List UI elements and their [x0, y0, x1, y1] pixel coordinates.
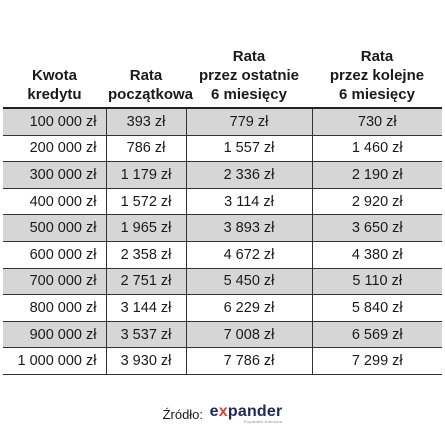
cell-initial-installment: 1 572 zł	[106, 188, 186, 215]
table-row	[3, 162, 442, 189]
cell-last-6-months: 6 229 zł	[186, 295, 312, 322]
cell-last-6-months: 779 zł	[186, 108, 312, 135]
loan-installments-table-wrapper	[3, 30, 442, 375]
cell-initial-installment: 1 179 zł	[106, 162, 186, 189]
header-line: 6 miesięcy	[339, 86, 415, 103]
source-attribution	[0, 405, 445, 424]
cell-loan-amount: 700 000 zł	[3, 268, 106, 295]
cell-loan-amount: 200 000 zł	[3, 135, 106, 162]
cell-loan-amount: 800 000 zł	[3, 295, 106, 322]
table-row	[3, 268, 442, 295]
cell-loan-amount: 1 000 000 zł	[3, 348, 106, 375]
cell-last-6-months: 2 336 zł	[186, 162, 312, 189]
cell-loan-amount: 500 000 zł	[3, 215, 106, 242]
cell-initial-installment: 3 537 zł	[106, 321, 186, 348]
logo-prefix: e	[209, 403, 219, 420]
table-body	[3, 108, 442, 374]
header-last-6-months-installment	[186, 30, 312, 108]
expander-logo-wordmark	[210, 403, 283, 420]
cell-next-6-months: 5 110 zł	[312, 268, 442, 295]
cell-next-6-months: 2 920 zł	[312, 188, 442, 215]
cell-initial-installment: 3 930 zł	[106, 348, 186, 375]
logo-x: x	[218, 403, 228, 420]
header-line: przez ostatnie	[198, 67, 300, 84]
loan-installments-table	[3, 30, 442, 375]
cell-loan-amount: 400 000 zł	[3, 188, 106, 215]
cell-initial-installment: 3 144 zł	[106, 295, 186, 322]
cell-last-6-months: 1 557 zł	[186, 135, 312, 162]
table-row	[3, 188, 442, 215]
table-row	[3, 241, 442, 268]
cell-next-6-months: 6 569 zł	[312, 321, 442, 348]
table-row	[3, 108, 442, 135]
cell-loan-amount: 600 000 zł	[3, 241, 106, 268]
cell-next-6-months: 4 380 zł	[312, 241, 442, 268]
cell-loan-amount: 100 000 zł	[3, 108, 106, 135]
header-initial-installment	[106, 30, 194, 108]
cell-loan-amount: 300 000 zł	[3, 162, 106, 189]
header-line: kredytu	[27, 86, 82, 103]
table-row	[3, 295, 442, 322]
table-row	[3, 321, 442, 348]
cell-next-6-months: 7 299 zł	[312, 348, 442, 375]
cell-next-6-months: 2 190 zł	[312, 162, 442, 189]
cell-initial-installment: 2 358 zł	[106, 241, 186, 268]
source-label: Źródło:	[162, 407, 204, 422]
table-row	[3, 135, 442, 162]
expander-logo-tagline: Expander Advisors	[243, 419, 283, 424]
table-header	[3, 30, 442, 108]
cell-next-6-months: 1 460 zł	[312, 135, 442, 162]
header-line: Kwota	[32, 67, 77, 84]
cell-next-6-months: 3 650 zł	[312, 215, 442, 242]
cell-initial-installment: 393 zł	[106, 108, 186, 135]
table-row	[3, 348, 442, 375]
cell-next-6-months: 5 840 zł	[312, 295, 442, 322]
cell-initial-installment: 786 zł	[106, 135, 186, 162]
header-next-6-months-installment	[312, 30, 442, 108]
cell-loan-amount: 900 000 zł	[3, 321, 106, 348]
cell-last-6-months: 4 672 zł	[186, 241, 312, 268]
cell-last-6-months: 5 450 zł	[186, 268, 312, 295]
cell-last-6-months: 7 008 zł	[186, 321, 312, 348]
logo-suffix: pander	[227, 403, 283, 420]
header-loan-amount	[3, 30, 106, 108]
cell-last-6-months: 7 786 zł	[186, 348, 312, 375]
header-line: Rata	[129, 67, 163, 84]
cell-last-6-months: 3 114 zł	[186, 188, 312, 215]
header-line: Rata	[232, 48, 266, 65]
header-line: Rata	[360, 48, 394, 65]
cell-initial-installment: 1 965 zł	[106, 215, 186, 242]
table-row	[3, 215, 442, 242]
header-line: początkowa	[108, 86, 194, 103]
cell-initial-installment: 2 751 zł	[106, 268, 186, 295]
cell-last-6-months: 3 893 zł	[186, 215, 312, 242]
expander-logo	[210, 405, 283, 424]
header-line: 6 miesięcy	[211, 86, 287, 103]
cell-next-6-months: 730 zł	[312, 108, 442, 135]
header-line: przez kolejne	[329, 67, 425, 84]
